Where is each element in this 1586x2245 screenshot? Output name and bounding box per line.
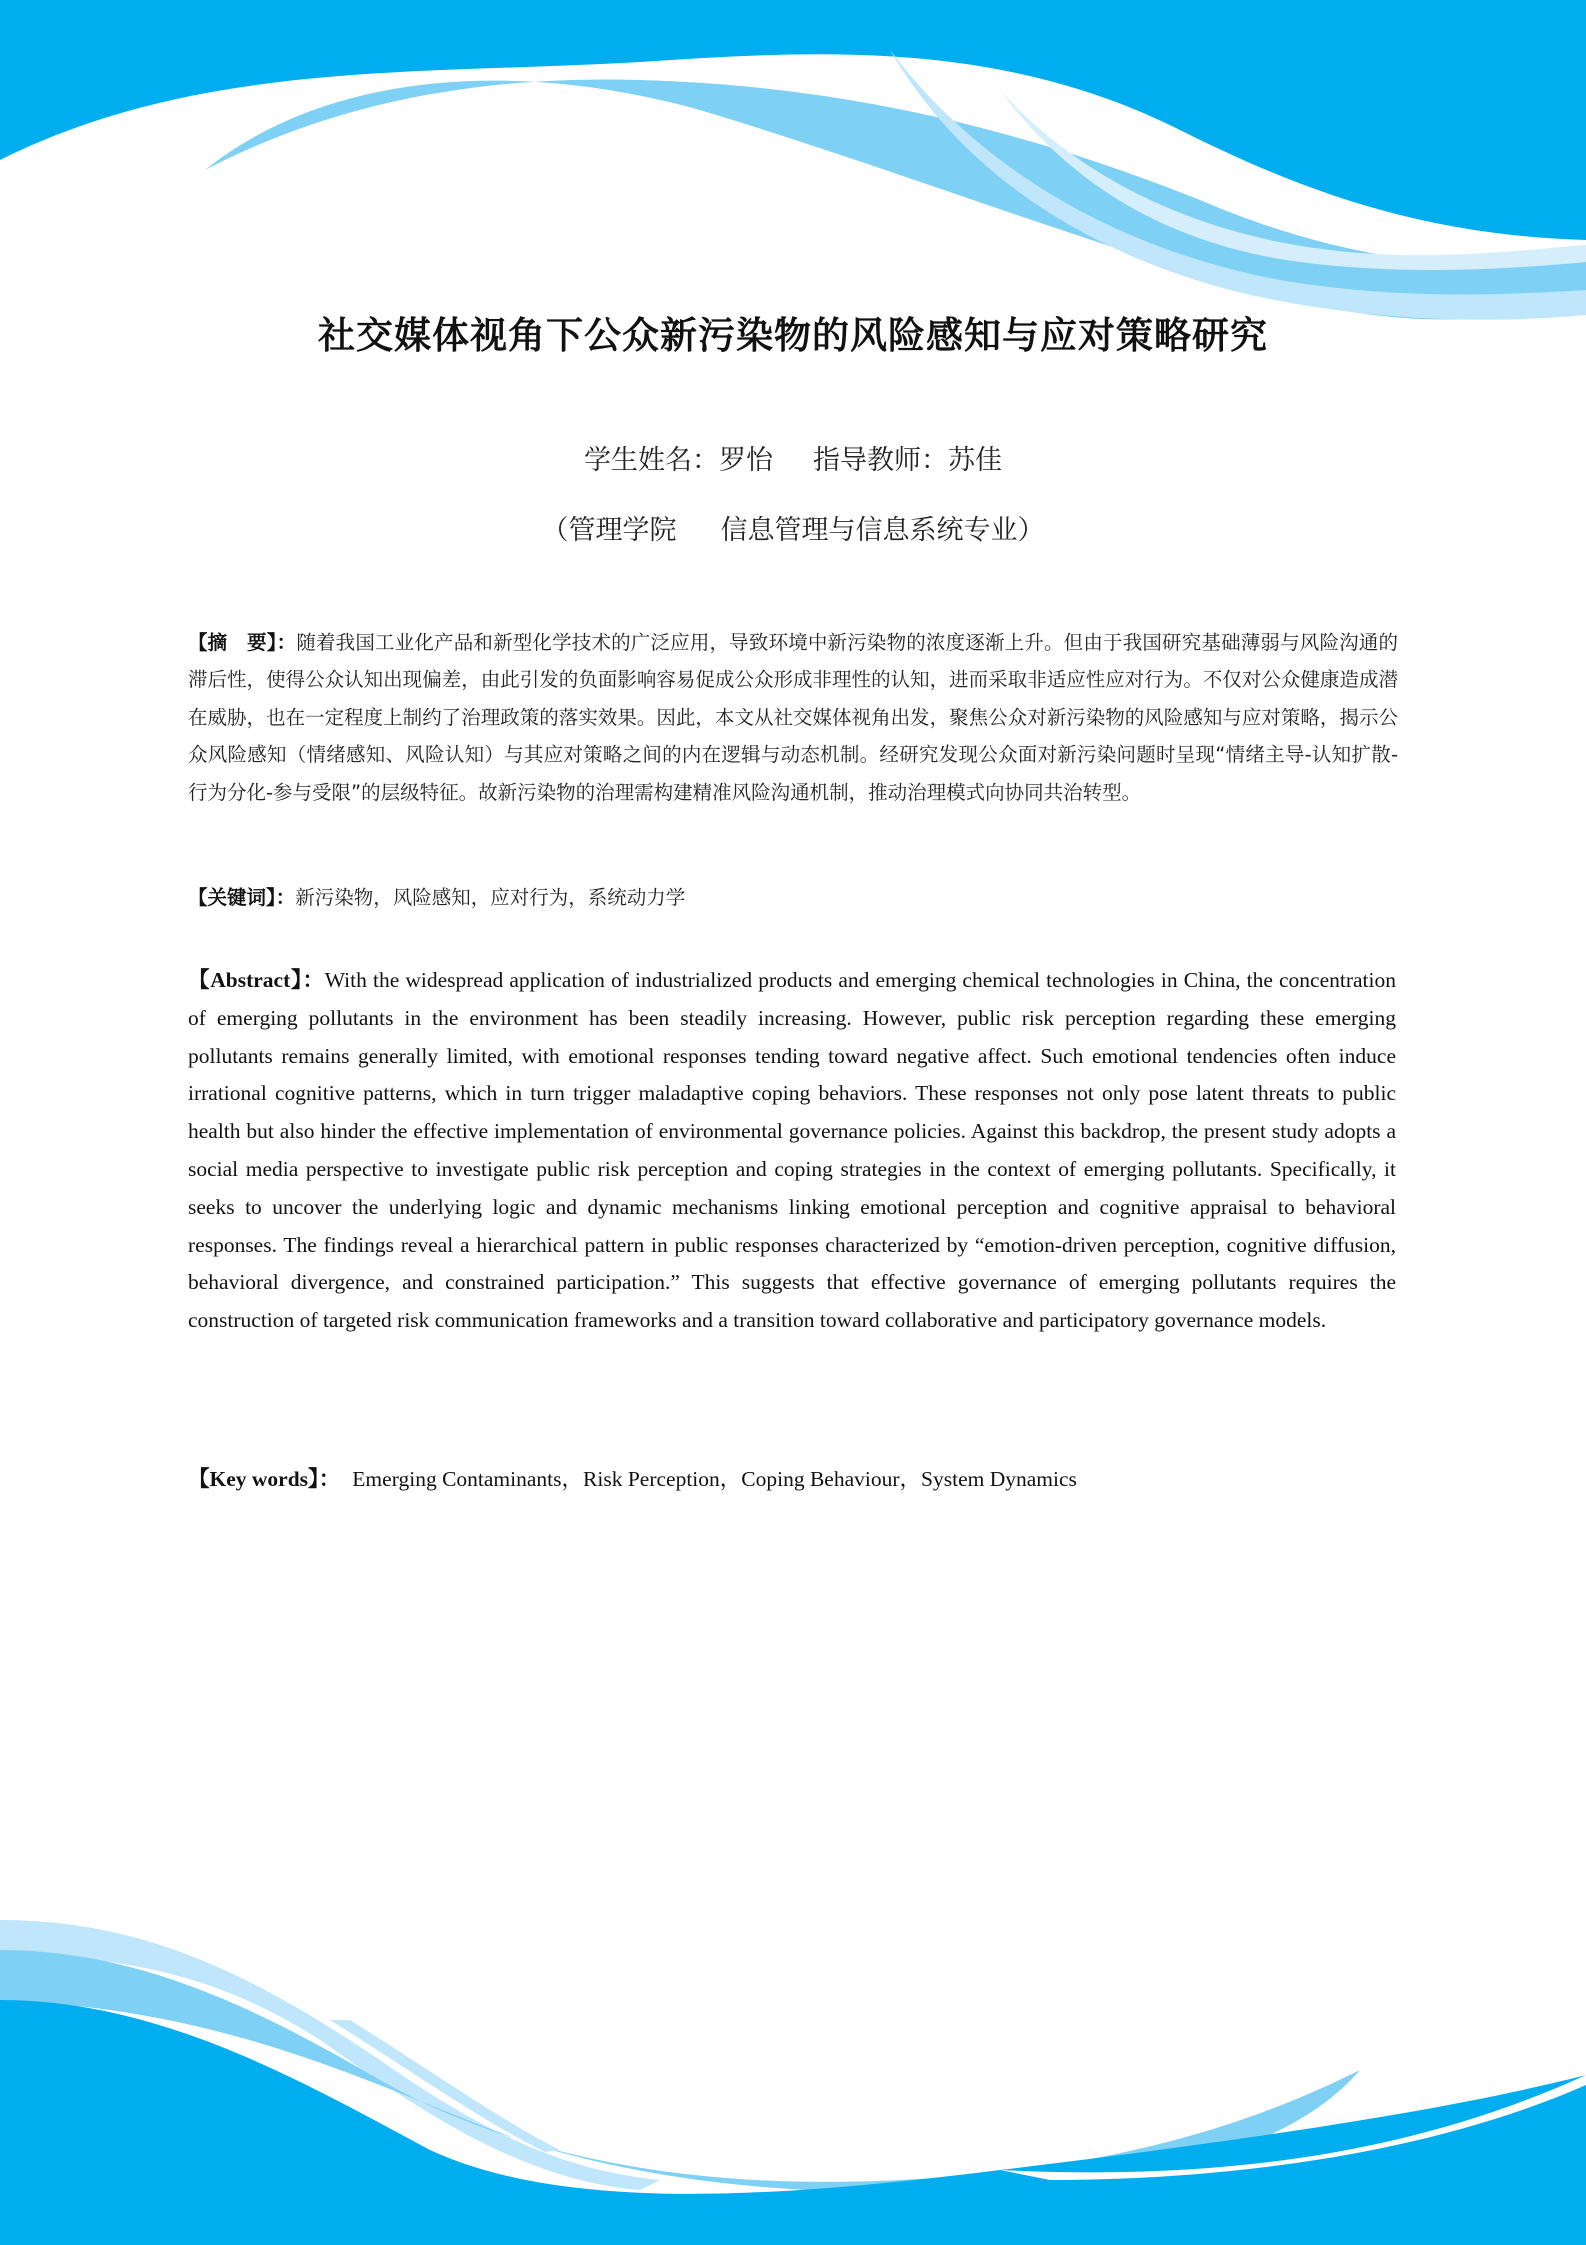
paper-title: 社交媒体视角下公众新污染物的风险感知与应对策略研究 [318, 314, 1268, 357]
abstract-en [188, 962, 1396, 1340]
abstract-cn-text: 随着我国工业化产品和新型化学技术的广泛应用，导致环境中新污染物的浓度逐渐上升。但由于我国研究基础薄弱与风险沟通的滞后性，使得公众认知出现偏差，由此引发的负面影响容易促成公众形成非理性的认知，进而采取非适应性应对行为。不仅对公众健康造成潜在威胁，也在一定程度上制约了治理政策的落实效果。因此，本文从社交媒体视角出发，聚焦公众对新污染物的风险感知与应对策略，揭示公众风险感知（情绪感知、风险认知）与其应对策略之间的内在逻辑与动态机制。经研究发现公众面对新污染问题时呈现“情绪主导-认知扩散-行为分化-参与受限”的层级特征。故新污染物的治理需构建精准风险沟通机制，推动治理模式向协同共治转型。 [188, 631, 1398, 804]
advisor-name: 苏佳 [948, 445, 1002, 476]
keywords-cn-text: 新污染物，风险感知，应对行为，系统动力学 [295, 886, 686, 909]
author-line [0, 438, 1586, 477]
footer-wave-decoration [0, 1880, 1586, 2245]
keywords-cn [188, 882, 1398, 910]
advisor-label: 指导教师： [813, 445, 948, 476]
keywords-en-label: 【Key words】： [188, 1467, 341, 1491]
header-wave-decoration [0, 0, 1586, 330]
keywords-cn-label: 【关键词】： [188, 886, 296, 909]
paren-open: （ [541, 515, 569, 546]
keyword-en-item: Risk Perception， [583, 1467, 742, 1491]
keyword-en-item: System Dynamics [921, 1467, 1077, 1491]
abstract-cn-label: 【摘 要】： [188, 631, 297, 654]
keyword-en-item: Emerging Contaminants， [352, 1467, 584, 1491]
abstract-en-text: With the widespread application of industrialized products and emerging chemical technologies in China, the concentration of emerging pollutants in the environment has been steadily increasing. However, public risk perception regarding these emerging pollutants remains generally limited, with emotional responses tending toward negative affect. Such emotional tendencies often induce irrational cognitive patterns, which in turn trigger maladaptive coping behaviors. These responses not only pose latent threats to public health but also hinder the effective implementation of environmental governance policies. Against this backdrop, the present study adopts a social media perspective to investigate public risk perception and coping strategies in the context of emerging pollutants. Specifically, it seeks to uncover the underlying logic and dynamic mechanisms linking emotional perception and cognitive appraisal to behavioral responses. The findings reveal a hierarchical pattern in public responses characterized by “emotion-driven perception, cognitive diffusion, behavioral divergence, and constrained participation.” This suggests that effective governance of emerging pollutants requires the construction of targeted risk communication frameworks and a transition toward collaborative and participatory governance models. [188, 968, 1396, 1333]
student-name: 罗怡 [719, 445, 773, 476]
abstract-en-label: 【Abstract】： [188, 968, 325, 992]
keywords-en [188, 1462, 1396, 1493]
student-label: 学生姓名： [584, 445, 719, 476]
school-name: 管理学院 [568, 515, 677, 546]
paren-close: ） [1017, 515, 1045, 546]
affiliation-line [0, 508, 1586, 547]
keyword-en-item: Coping Behaviour， [741, 1467, 922, 1491]
abstract-cn [188, 624, 1398, 811]
major-name: 信息管理与信息系统专业 [720, 515, 1018, 546]
